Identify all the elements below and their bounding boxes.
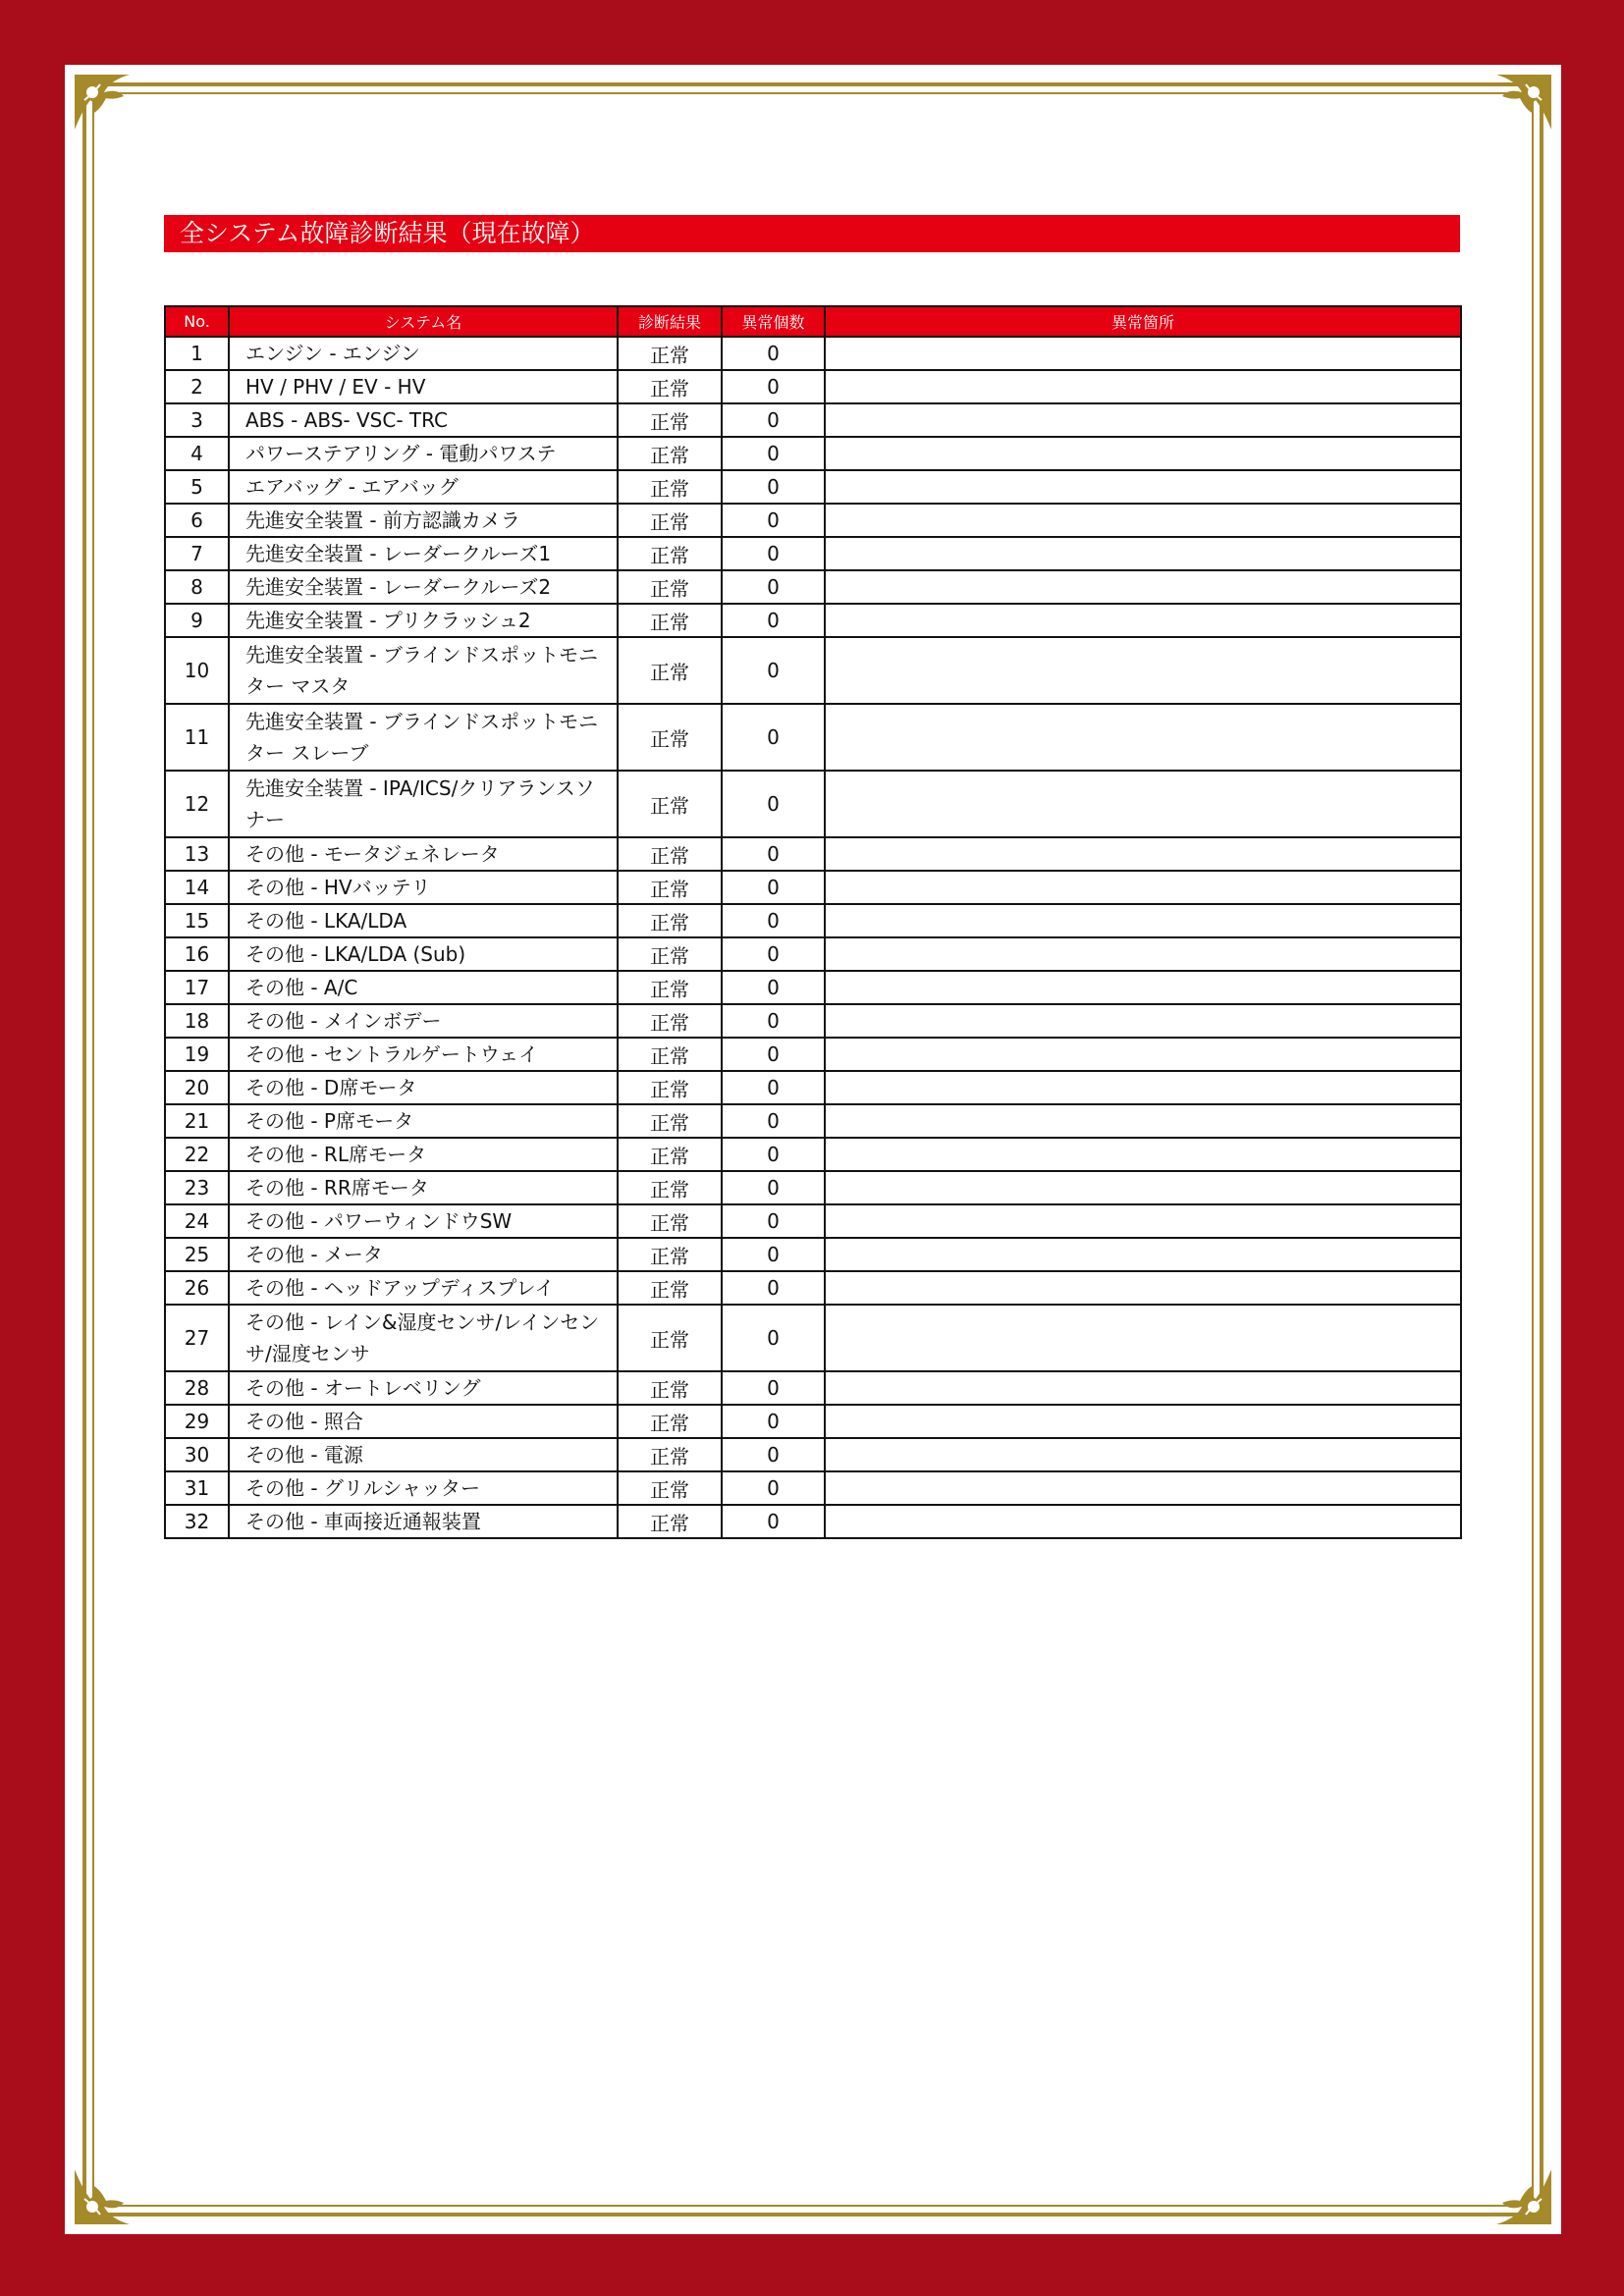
row-system-name: ABS - ABS- VSC- TRC [229, 403, 618, 437]
row-error-location [825, 904, 1461, 937]
table-row [165, 1271, 1461, 1305]
table-row [165, 971, 1461, 1004]
table-row [165, 1104, 1461, 1138]
table-row [165, 1405, 1461, 1438]
row-diagnosis-result: 正常 [618, 1071, 722, 1104]
row-error-location [825, 1071, 1461, 1104]
table-row [165, 1038, 1461, 1071]
row-error-count: 0 [722, 937, 825, 971]
table-row [165, 1505, 1461, 1538]
row-error-location [825, 1104, 1461, 1138]
row-diagnosis-result: 正常 [618, 1305, 722, 1371]
table-row [165, 403, 1461, 437]
row-error-count: 0 [722, 1238, 825, 1271]
corner-ornament-icon [1467, 71, 1555, 159]
row-error-location [825, 1438, 1461, 1471]
row-error-location [825, 337, 1461, 370]
row-diagnosis-result: 正常 [618, 1138, 722, 1171]
row-no: 11 [165, 704, 229, 771]
row-no: 25 [165, 1238, 229, 1271]
row-system-name: その他 - LKA/LDA (Sub) [229, 937, 618, 971]
table-row [165, 937, 1461, 971]
row-error-count: 0 [722, 1071, 825, 1104]
row-system-name: その他 - 電源 [229, 1438, 618, 1471]
row-error-location [825, 470, 1461, 504]
row-no: 17 [165, 971, 229, 1004]
row-no: 2 [165, 370, 229, 403]
row-error-count: 0 [722, 403, 825, 437]
row-diagnosis-result: 正常 [618, 1405, 722, 1438]
row-error-count: 0 [722, 1371, 825, 1405]
row-error-count: 0 [722, 1038, 825, 1071]
header-diagnosis-result: 診断結果 [618, 306, 722, 337]
table-row [165, 437, 1461, 470]
row-no: 14 [165, 871, 229, 904]
row-system-name: 先進安全装置 - IPA/ICS/クリアランスソナー [229, 771, 618, 837]
row-no: 4 [165, 437, 229, 470]
row-system-name: 先進安全装置 - レーダークルーズ1 [229, 537, 618, 570]
row-error-count: 0 [722, 1204, 825, 1238]
table-row [165, 1071, 1461, 1104]
row-no: 26 [165, 1271, 229, 1305]
row-error-count: 0 [722, 437, 825, 470]
row-no: 12 [165, 771, 229, 837]
row-error-count: 0 [722, 1271, 825, 1305]
row-error-location [825, 570, 1461, 604]
row-diagnosis-result: 正常 [618, 971, 722, 1004]
row-error-count: 0 [722, 470, 825, 504]
report-title: 全システム故障診断結果（現在故障） [164, 215, 1460, 252]
row-system-name: エンジン - エンジン [229, 337, 618, 370]
table-row [165, 604, 1461, 637]
row-error-count: 0 [722, 1004, 825, 1038]
row-error-location [825, 1405, 1461, 1438]
row-system-name: その他 - メインボデー [229, 1004, 618, 1038]
row-system-name: その他 - 車両接近通報装置 [229, 1505, 618, 1538]
row-error-count: 0 [722, 1305, 825, 1371]
row-error-count: 0 [722, 504, 825, 537]
row-error-location [825, 1004, 1461, 1038]
table-row [165, 504, 1461, 537]
row-no: 31 [165, 1471, 229, 1505]
row-error-location [825, 1171, 1461, 1204]
row-system-name: その他 - RL席モータ [229, 1138, 618, 1171]
row-no: 23 [165, 1171, 229, 1204]
row-error-location [825, 537, 1461, 570]
row-diagnosis-result: 正常 [618, 704, 722, 771]
diagnosis-results-table [164, 305, 1462, 1539]
row-system-name: その他 - HVバッテリ [229, 871, 618, 904]
row-system-name: 先進安全装置 - 前方認識カメラ [229, 504, 618, 537]
row-no: 18 [165, 1004, 229, 1038]
row-error-location [825, 1138, 1461, 1171]
row-error-count: 0 [722, 1438, 825, 1471]
row-system-name: その他 - LKA/LDA [229, 904, 618, 937]
table-header-row [165, 306, 1461, 337]
row-diagnosis-result: 正常 [618, 1238, 722, 1271]
table-row [165, 570, 1461, 604]
row-no: 20 [165, 1071, 229, 1104]
row-diagnosis-result: 正常 [618, 871, 722, 904]
row-error-count: 0 [722, 1471, 825, 1505]
row-diagnosis-result: 正常 [618, 470, 722, 504]
row-diagnosis-result: 正常 [618, 904, 722, 937]
row-no: 15 [165, 904, 229, 937]
row-error-location [825, 971, 1461, 1004]
table-row [165, 337, 1461, 370]
row-system-name: 先進安全装置 - レーダークルーズ2 [229, 570, 618, 604]
header-error-location: 異常箇所 [825, 306, 1461, 337]
row-no: 16 [165, 937, 229, 971]
corner-ornament-icon [1467, 2140, 1555, 2228]
row-diagnosis-result: 正常 [618, 1271, 722, 1305]
row-diagnosis-result: 正常 [618, 837, 722, 871]
row-system-name: その他 - RR席モータ [229, 1171, 618, 1204]
row-error-count: 0 [722, 971, 825, 1004]
row-diagnosis-result: 正常 [618, 1104, 722, 1138]
header-system-name: システム名 [229, 306, 618, 337]
row-error-location [825, 637, 1461, 704]
row-no: 19 [165, 1038, 229, 1071]
row-error-count: 0 [722, 370, 825, 403]
row-system-name: その他 - A/C [229, 971, 618, 1004]
row-diagnosis-result: 正常 [618, 504, 722, 537]
row-system-name: その他 - パワーウィンドウSW [229, 1204, 618, 1238]
row-system-name: その他 - 照合 [229, 1405, 618, 1438]
row-no: 32 [165, 1505, 229, 1538]
row-error-count: 0 [722, 337, 825, 370]
table-row [165, 1371, 1461, 1405]
row-diagnosis-result: 正常 [618, 1471, 722, 1505]
table-row [165, 704, 1461, 771]
row-system-name: その他 - P席モータ [229, 1104, 618, 1138]
row-no: 6 [165, 504, 229, 537]
row-system-name: その他 - レイン&湿度センサ/レインセンサ/湿度センサ [229, 1305, 618, 1371]
row-no: 21 [165, 1104, 229, 1138]
row-no: 22 [165, 1138, 229, 1171]
row-error-location [825, 1505, 1461, 1538]
table-row [165, 1471, 1461, 1505]
row-error-location [825, 370, 1461, 403]
row-system-name: その他 - メータ [229, 1238, 618, 1271]
row-system-name: エアバッグ - エアバッグ [229, 470, 618, 504]
table-row [165, 837, 1461, 871]
row-error-location [825, 1238, 1461, 1271]
row-error-count: 0 [722, 1505, 825, 1538]
row-error-location [825, 871, 1461, 904]
row-error-location [825, 837, 1461, 871]
row-system-name: その他 - グリルシャッター [229, 1471, 618, 1505]
row-system-name: その他 - オートレベリング [229, 1371, 618, 1405]
row-diagnosis-result: 正常 [618, 1038, 722, 1071]
row-diagnosis-result: 正常 [618, 1371, 722, 1405]
row-system-name: その他 - ヘッドアップディスプレイ [229, 1271, 618, 1305]
row-error-location [825, 1038, 1461, 1071]
row-diagnosis-result: 正常 [618, 771, 722, 837]
row-diagnosis-result: 正常 [618, 1004, 722, 1038]
row-diagnosis-result: 正常 [618, 337, 722, 370]
row-diagnosis-result: 正常 [618, 1171, 722, 1204]
row-no: 27 [165, 1305, 229, 1371]
row-error-count: 0 [722, 1171, 825, 1204]
row-diagnosis-result: 正常 [618, 637, 722, 704]
table-row [165, 637, 1461, 704]
row-diagnosis-result: 正常 [618, 1505, 722, 1538]
row-no: 3 [165, 403, 229, 437]
table-row [165, 1171, 1461, 1204]
row-error-location [825, 604, 1461, 637]
table-row [165, 871, 1461, 904]
row-diagnosis-result: 正常 [618, 537, 722, 570]
row-diagnosis-result: 正常 [618, 570, 722, 604]
row-error-count: 0 [722, 1104, 825, 1138]
row-diagnosis-result: 正常 [618, 370, 722, 403]
row-error-count: 0 [722, 871, 825, 904]
row-error-count: 0 [722, 771, 825, 837]
row-error-location [825, 704, 1461, 771]
row-error-count: 0 [722, 904, 825, 937]
row-error-location [825, 403, 1461, 437]
row-error-count: 0 [722, 537, 825, 570]
row-diagnosis-result: 正常 [618, 937, 722, 971]
row-system-name: HV / PHV / EV - HV [229, 370, 618, 403]
table-row [165, 1305, 1461, 1371]
row-diagnosis-result: 正常 [618, 403, 722, 437]
table-row [165, 1138, 1461, 1171]
row-error-location [825, 504, 1461, 537]
row-system-name: 先進安全装置 - ブラインドスポットモニター マスタ [229, 637, 618, 704]
row-no: 7 [165, 537, 229, 570]
table-row [165, 470, 1461, 504]
table-row [165, 370, 1461, 403]
row-no: 28 [165, 1371, 229, 1405]
row-error-location [825, 1271, 1461, 1305]
row-error-count: 0 [722, 837, 825, 871]
row-system-name: 先進安全装置 - プリクラッシュ2 [229, 604, 618, 637]
row-error-count: 0 [722, 637, 825, 704]
row-error-count: 0 [722, 704, 825, 771]
row-system-name: その他 - モータジェネレータ [229, 837, 618, 871]
row-error-count: 0 [722, 1138, 825, 1171]
table-row [165, 771, 1461, 837]
row-error-location [825, 771, 1461, 837]
row-diagnosis-result: 正常 [618, 1204, 722, 1238]
corner-ornament-icon [71, 2140, 159, 2228]
row-error-count: 0 [722, 570, 825, 604]
row-no: 24 [165, 1204, 229, 1238]
row-no: 1 [165, 337, 229, 370]
table-row [165, 1204, 1461, 1238]
row-no: 5 [165, 470, 229, 504]
table-row [165, 904, 1461, 937]
row-no: 13 [165, 837, 229, 871]
row-no: 29 [165, 1405, 229, 1438]
table-body [165, 337, 1461, 1538]
header-error-count: 異常個数 [722, 306, 825, 337]
row-system-name: パワーステアリング - 電動パワステ [229, 437, 618, 470]
row-error-count: 0 [722, 1405, 825, 1438]
header-no: No. [165, 306, 229, 337]
row-no: 30 [165, 1438, 229, 1471]
row-error-location [825, 1204, 1461, 1238]
row-error-location [825, 1471, 1461, 1505]
corner-ornament-icon [71, 71, 159, 159]
row-error-location [825, 1371, 1461, 1405]
row-no: 9 [165, 604, 229, 637]
row-diagnosis-result: 正常 [618, 1438, 722, 1471]
row-diagnosis-result: 正常 [618, 604, 722, 637]
row-no: 10 [165, 637, 229, 704]
table-row [165, 537, 1461, 570]
row-error-location [825, 1305, 1461, 1371]
row-error-location [825, 437, 1461, 470]
table-row [165, 1438, 1461, 1471]
row-system-name: その他 - D席モータ [229, 1071, 618, 1104]
row-error-count: 0 [722, 604, 825, 637]
row-system-name: 先進安全装置 - ブラインドスポットモニター スレーブ [229, 704, 618, 771]
row-system-name: その他 - セントラルゲートウェイ [229, 1038, 618, 1071]
row-no: 8 [165, 570, 229, 604]
row-diagnosis-result: 正常 [618, 437, 722, 470]
table-row [165, 1238, 1461, 1271]
row-error-location [825, 937, 1461, 971]
table-row [165, 1004, 1461, 1038]
